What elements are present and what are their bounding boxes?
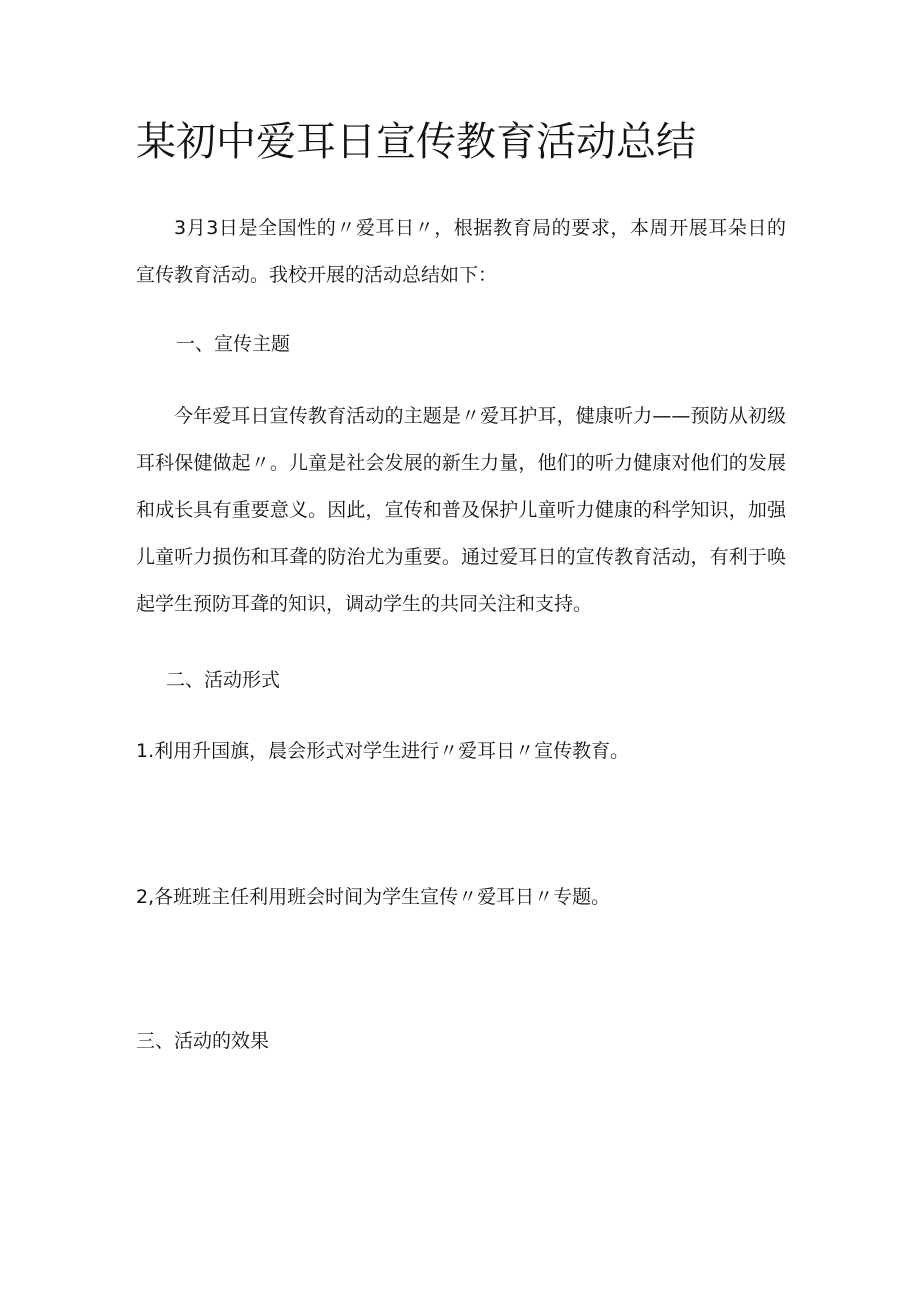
section-heading-theme: 一、宣传主题 — [176, 333, 291, 355]
section-heading-effect: 三、活动的效果 — [136, 1030, 270, 1052]
theme-paragraph: 今年爱耳日宣传教育活动的主题是〃爱耳护耳，健康听力——预防从初级耳科保健做起〃。儿童是社会发展的新生力量，他们的听力健康对他们的发展和成长具有重要意义。因此，宣传和普及保护儿童听力健康的科学知识，加强儿童听力损伤和耳聋的防治尤为重要。通过爱耳日的宣传教育活动，有利于唤起学生预防耳聋的知识，调动学生的共同关注和支持。 — [136, 405, 786, 615]
activity-item-1: 1.利用升国旗，晨会形式对学生进行〃爱耳日〃宣传教育。 — [136, 740, 630, 762]
document-title: 某初中爱耳日宣传教育活动总结 — [136, 119, 696, 165]
intro-paragraph: 3月3日是全国性的〃爱耳日〃，根据教育局的要求，本周开展耳朵日的宣传教育活动。我校开展的活动总结如下： — [136, 217, 786, 286]
activity-item-2: 2,各班班主任利用班会时间为学生宣传〃爱耳日〃专题。 — [136, 886, 611, 908]
section-heading-activity-form: 二、活动形式 — [166, 669, 281, 691]
